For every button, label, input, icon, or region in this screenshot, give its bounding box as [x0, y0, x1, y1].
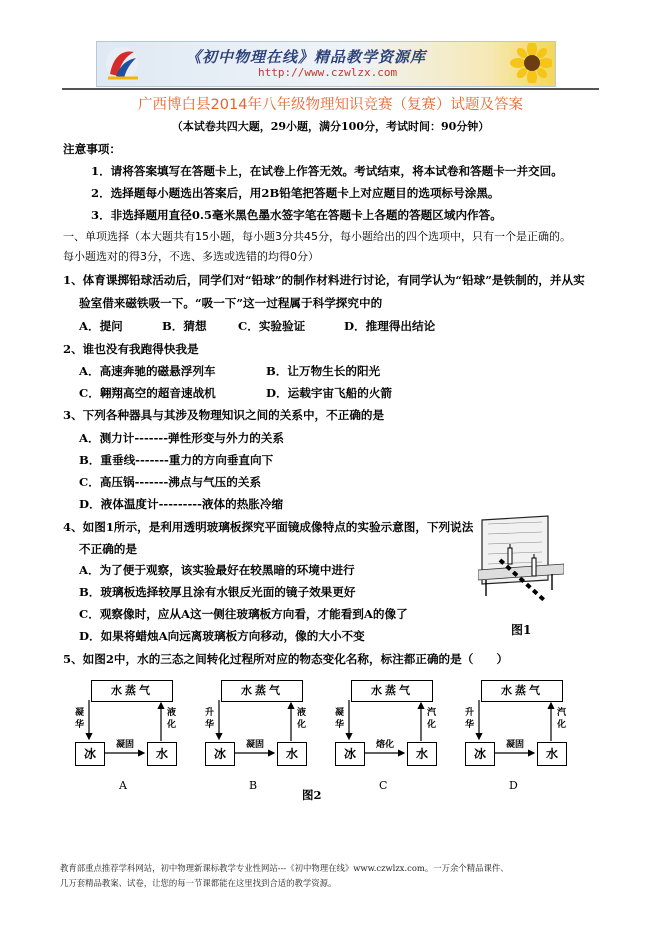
- water-box: 水: [537, 742, 567, 766]
- left-arrow-label: 凝华: [75, 708, 85, 730]
- water-box: 水: [147, 742, 177, 766]
- left-arrow-label: 升华: [465, 708, 475, 730]
- header-rule: [62, 88, 599, 90]
- right-arrow-label: 汽化: [557, 708, 567, 730]
- section-heading-cont: 每小题选对的得3分，不选、多选或选错的均得0分）: [63, 250, 319, 263]
- section-heading: 一、单项选择（本大题共有15小题，每小题3分共45分，每小题给出的四个选项中，只有一个是正确的。: [63, 230, 571, 243]
- left-arrow-label: 凝华: [335, 708, 345, 730]
- diagram-letter: D: [509, 779, 518, 792]
- vapor-box: 水蒸气: [221, 680, 303, 702]
- option-b: B．玻璃板选择较厚且涂有水银反光面的镜子效果更好: [79, 585, 356, 599]
- page-title: 广西博白县2014年八年级物理知识竞赛（复赛）试题及答案: [138, 97, 523, 113]
- footer-line: 教育部重点推荐学科网站，初中物理新课标教学专业性网站---《初中物理在线》www.czwlzx.com。一万余个精品课件、: [60, 863, 509, 873]
- left-arrow-label: 升华: [205, 708, 215, 730]
- figure-1-glass-plate-experiment: [478, 514, 564, 606]
- middle-arrow-label: 凝固: [245, 740, 264, 750]
- logo-icon: [104, 44, 140, 82]
- right-arrow-label: 液化: [297, 708, 307, 730]
- diagram-letter: B: [249, 779, 258, 792]
- option-c: C．高压锅-------沸点与气压的关系: [79, 475, 262, 489]
- option-a: A．为了便于观察，该实验最好在较黑暗的环境中进行: [79, 563, 355, 577]
- question-5-stem: 5、如图2中，水的三态之间转化过程所对应的物态变化名称，标注都正确的是（ ）: [63, 652, 509, 666]
- question-4-stem-cont: 不正确的是: [79, 542, 137, 556]
- right-arrow-label: 液化: [167, 708, 177, 730]
- option-d: D．运载宇宙飞船的火箭: [266, 386, 392, 400]
- question-4-stem: 4、如图1所示，是利用透明玻璃板探究平面镜成像特点的实验示意图，下列说法: [63, 520, 474, 534]
- ice-box: 冰: [465, 742, 495, 766]
- option-c: C．翱翔高空的超音速战机: [79, 386, 216, 400]
- question-1-stem: 1、体育课掷铅球活动后，同学们对“铅球”的制作材料进行讨论，有同学认为“铅球”是铁制的，并从实: [63, 273, 585, 287]
- banner-title: 《初中物理在线》精品教学资源库: [186, 48, 427, 66]
- water-box: 水: [277, 742, 307, 766]
- option-d: D．如果将蜡烛A向远离玻璃板方向移动，像的大小不变: [79, 629, 365, 643]
- state-change-diagram: [465, 675, 583, 771]
- notes-heading: 注意事项：: [63, 142, 121, 156]
- vapor-box: 水蒸气: [481, 680, 563, 702]
- option-a: A．高速奔驰的磁悬浮列车: [79, 364, 216, 378]
- question-1-stem-cont: 验室借来磁铁吸一下。“吸一下”这一过程属于科学探究中的: [79, 296, 383, 310]
- diagram-letter: A: [119, 779, 127, 792]
- note-item: 2．选择题每小题选出答案后，用2B铅笔把答题卡上对应题目的选项标号涂黑。: [91, 186, 500, 200]
- footer-line: 几万套精品教案、试卷，让您的每一节课都能在这里找到合适的教学资源。: [60, 878, 337, 888]
- middle-arrow-label: 凝固: [115, 740, 134, 750]
- option-b: B．猜想: [162, 319, 207, 333]
- state-change-diagram: [335, 675, 453, 771]
- question-2-stem: 2、谁也没有我跑得快我是: [63, 342, 199, 356]
- option-c: C．观察像时，应从A这一侧往玻璃板方向看，才能看到A的像了: [79, 607, 408, 621]
- figure-1-caption: 图1: [511, 623, 532, 637]
- ice-box: 冰: [335, 742, 365, 766]
- state-change-diagram: [75, 675, 193, 771]
- note-item: 3．非选择题用直径0.5毫米黑色墨水签字笔在答题卡上各题的答题区域内作答。: [91, 208, 502, 222]
- option-d: D．液体温度计---------液体的热胀冷缩: [79, 497, 284, 511]
- option-a: A．测力计-------弹性形变与外力的关系: [79, 431, 284, 445]
- option-b: B．重垂线-------重力的方向垂直向下: [79, 453, 274, 467]
- vapor-box: 水蒸气: [351, 680, 433, 702]
- figure-2-caption: 图2: [302, 788, 322, 802]
- option-d: D．推理得出结论: [344, 319, 436, 333]
- middle-arrow-label: 凝固: [505, 740, 524, 750]
- state-change-diagram: [205, 675, 323, 771]
- option-c: C．实验验证: [238, 319, 306, 333]
- water-box: 水: [407, 742, 437, 766]
- right-arrow-label: 汽化: [427, 708, 437, 730]
- question-3-stem: 3、下列各种器具与其涉及物理知识之间的关系中，不正确的是: [63, 408, 385, 422]
- note-item: 1．请将答案填写在答题卡上，在试卷上作答无效。考试结束，将本试卷和答题卡一并交回。: [91, 164, 563, 178]
- page-subtitle: （本试卷共四大题，29小题，满分100分，考试时间：90分钟）: [171, 120, 490, 133]
- option-b: B．让万物生长的阳光: [266, 364, 381, 378]
- middle-arrow-label: 熔化: [375, 740, 394, 750]
- option-a: A．提问: [79, 319, 123, 333]
- ice-box: 冰: [75, 742, 105, 766]
- sunflower-icon: [508, 43, 552, 83]
- diagram-letter: C: [379, 779, 388, 792]
- vapor-box: 水蒸气: [91, 680, 173, 702]
- banner-url[interactable]: http://www.czwlzx.com: [258, 66, 398, 79]
- ice-box: 冰: [205, 742, 235, 766]
